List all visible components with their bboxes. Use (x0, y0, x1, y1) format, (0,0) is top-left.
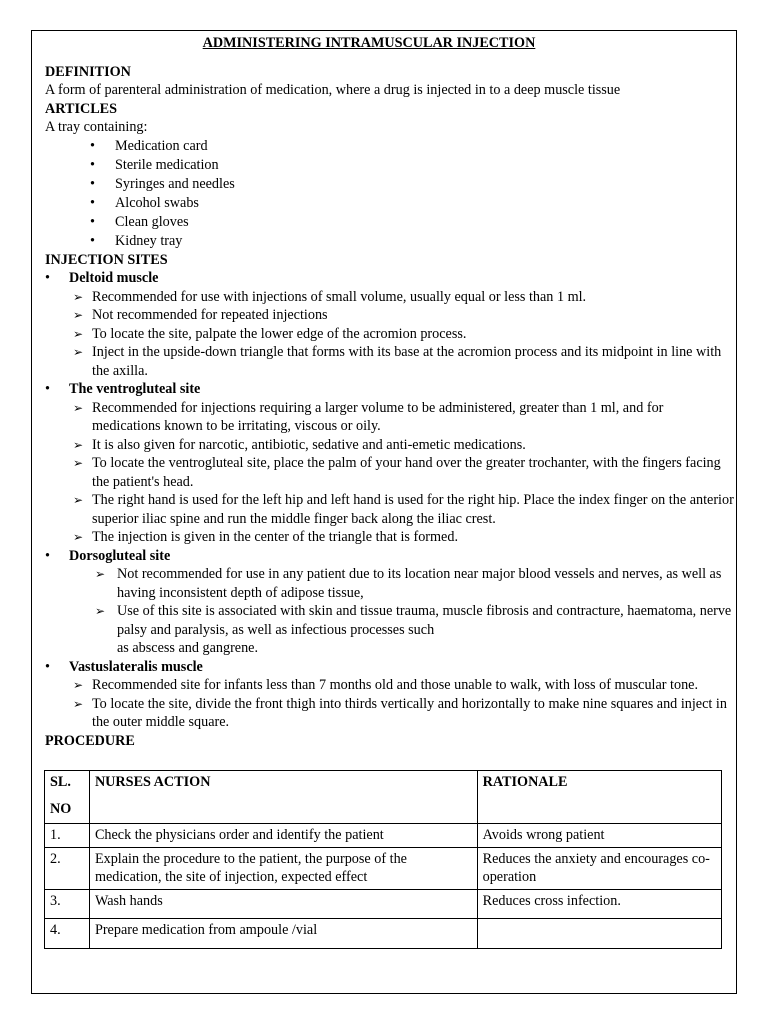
site-vastuslateralis-heading: • Vastuslateralis muscle (45, 658, 203, 675)
definition-text: A form of parenteral administration of medication, where a drug is injected in to a deep muscle tissue (45, 82, 621, 98)
cell-action: Explain the procedure to the patient, the purpose of the medication, the site of injection, expected effect (89, 847, 477, 889)
arrow-bullet-icon: ➢ (73, 289, 84, 304)
list-item: ➢ Recommended for injections requiring a larger volume to be administered, greater than 1 ml, and for medications known to be irritating, viscous or oily. (73, 399, 664, 434)
table-row (45, 889, 722, 919)
list-item: ➢ Recommended for use with injections of small volume, usually equal or less than 1 ml. (73, 288, 587, 305)
list-item: ➢ Use of this site is associated with skin and tissue trauma, muscle fibrosis and contracture, haematoma, nerve palsy and paralysis, as well as infectious processes such (95, 603, 732, 638)
arrow-bullet-icon: ➢ (73, 326, 84, 341)
table-row (45, 919, 722, 949)
table-row (45, 824, 722, 848)
list-item: ➢ The right hand is used for the left hip and left hand is used for the right hip. Place the index finger on the anterior superior iliac spine and run the middle finger back along the iliac crest. (73, 492, 734, 527)
list-item: • Sterile medication (90, 156, 219, 173)
list-item: ➢ Not recommended for repeated injections (73, 307, 328, 323)
deltoid-points (45, 288, 735, 381)
list-item: ➢ It is also given for narcotic, antibiotic, sedative and anti-emetic medications. (73, 436, 526, 453)
arrow-bullet-icon: ➢ (73, 456, 84, 470)
column-header-sl-no: SL. NO (45, 771, 90, 824)
injection-sites-heading: INJECTION SITES (45, 251, 168, 268)
vastuslateralis-points (45, 676, 735, 732)
site-deltoid-heading: • Deltoid muscle (45, 270, 159, 286)
site-dorsogluteal-heading: • Dorsogluteal site (45, 547, 171, 564)
column-header-rationale: RATIONALE (477, 771, 721, 824)
arrow-bullet-icon: ➢ (73, 493, 84, 507)
cell-rationale (477, 919, 721, 949)
bullet-icon: • (90, 232, 95, 249)
list-item: • Medication card (90, 137, 208, 154)
table-header-row (45, 771, 722, 824)
cell-sl-no: 4. (45, 919, 90, 949)
list-item: ➢ The injection is given in the center of the triangle that is formed. (73, 529, 459, 545)
articles-list (45, 137, 735, 251)
list-item: ➢ Inject in the upside-down triangle that forms with its base at the acromion process and its midpoint in line with the axilla. (73, 344, 722, 379)
list-item: ➢ Recommended site for infants less than 7 months old and those unable to walk, with loss of muscular tone. (73, 677, 699, 693)
column-header-nurses-action: NURSES ACTION (89, 771, 477, 824)
list-item: ➢ To locate the site, divide the front thigh into thirds vertically and horizontally to make nine squares and inject in the outer middle square. (73, 695, 727, 730)
bullet-icon: • (45, 270, 50, 286)
bullet-icon: • (90, 213, 95, 230)
bullet-icon: • (45, 658, 50, 675)
document-body (45, 34, 735, 750)
articles-heading: ARTICLES (45, 100, 118, 117)
list-item: • Clean gloves (90, 213, 189, 230)
arrow-bullet-icon: ➢ (73, 345, 84, 359)
procedure-heading: PROCEDURE (45, 732, 135, 749)
procedure-table (44, 770, 722, 949)
bullet-icon: • (45, 547, 50, 564)
cell-action: Prepare medication from ampoule /vial (89, 919, 477, 949)
articles-intro: A tray containing: (45, 119, 148, 135)
list-item: • Alcohol swabs (90, 194, 199, 211)
cell-rationale: Reduces cross infection. (477, 889, 721, 919)
bullet-icon: • (45, 381, 50, 397)
cell-sl-no: 3. (45, 889, 90, 919)
site-ventrogluteal-heading: • The ventrogluteal site (45, 381, 201, 397)
cell-sl-no: 1. (45, 824, 90, 848)
bullet-icon: • (90, 137, 95, 154)
list-item: • Kidney tray (90, 232, 183, 249)
cell-rationale: Reduces the anxiety and encourages co-operation (477, 847, 721, 889)
arrow-bullet-icon: ➢ (73, 308, 84, 322)
bullet-icon: • (90, 194, 95, 211)
table-row (45, 847, 722, 889)
cell-action: Wash hands (89, 889, 477, 919)
ventrogluteal-points (45, 399, 735, 547)
arrow-bullet-icon: ➢ (73, 400, 84, 415)
arrow-bullet-icon: ➢ (73, 696, 84, 711)
list-item: ➢ To locate the site, palpate the lower edge of the acromion process. (73, 325, 467, 342)
arrow-bullet-icon: ➢ (73, 437, 84, 452)
arrow-bullet-icon: ➢ (73, 678, 84, 692)
bullet-icon: • (90, 156, 95, 173)
list-item: ➢ To locate the ventrogluteal site, place the palm of your hand over the greater trochanter, with the fingers facing the patient's head. (73, 455, 721, 490)
bullet-icon: • (90, 175, 95, 192)
cell-sl-no: 2. (45, 847, 90, 889)
cell-rationale: Avoids wrong patient (477, 824, 721, 848)
page-title: ADMINISTERING INTRAMUSCULAR INJECTION (202, 35, 536, 51)
list-item: ➢ Not recommended for use in any patient due to its location near major blood vessels and nerves, as well as having inconsistent depth of adipose tissue, (95, 566, 722, 601)
list-item: • Syringes and needles (90, 175, 235, 192)
arrow-bullet-icon: ➢ (73, 530, 84, 544)
dorsogluteal-points (45, 565, 735, 639)
arrow-bullet-icon: ➢ (95, 567, 106, 581)
definition-heading: DEFINITION (45, 63, 131, 80)
arrow-bullet-icon: ➢ (95, 604, 106, 618)
cell-action: Check the physicians order and identify the patient (89, 824, 477, 848)
dorsogluteal-continuation: as abscess and gangrene. (117, 640, 259, 656)
